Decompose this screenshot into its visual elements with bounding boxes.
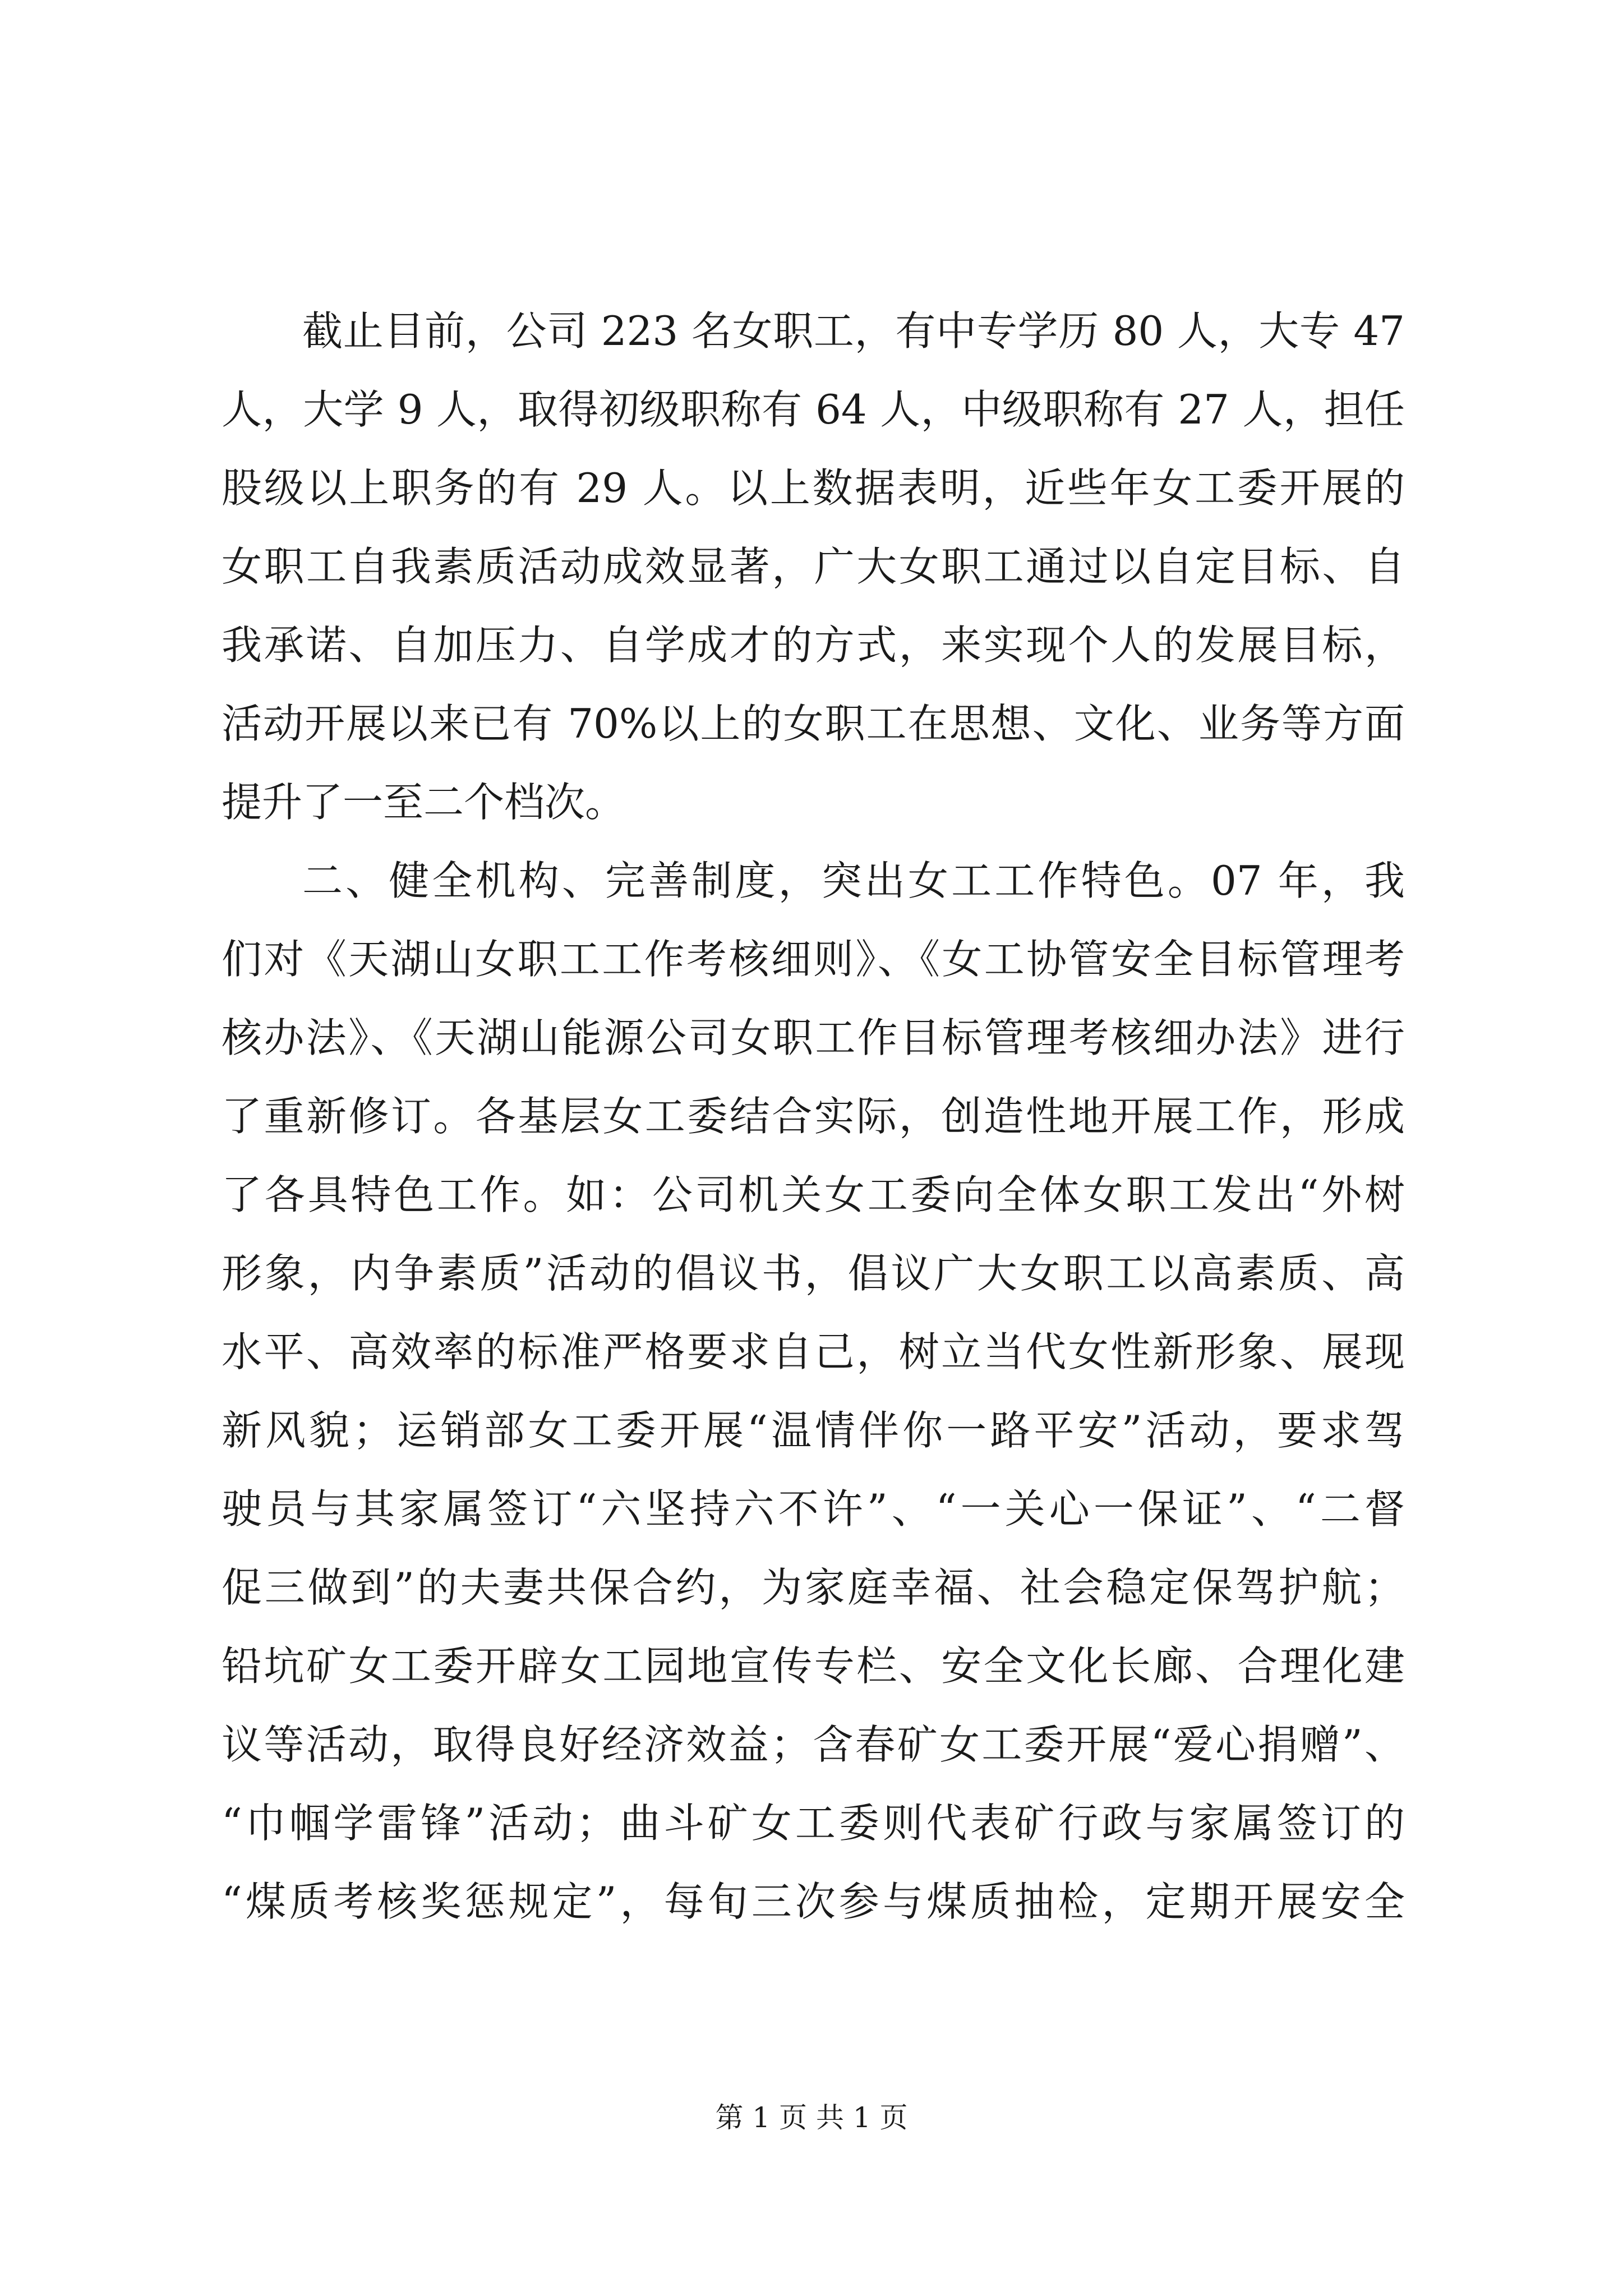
paragraph-line: 了重新修订。各基层女工委结合实际，创造性地开展工作，形成	[222, 1093, 1405, 1140]
paragraph-line: 形象，内争素质”活动的倡议书，倡议广大女职工以高素质、高	[222, 1250, 1405, 1297]
paragraph-line: 新风貌；运销部女工委开展“温情伴你一路平安”活动，要求驾	[222, 1407, 1405, 1454]
paragraph-line: 促三做到”的夫妻共保合约，为家庭幸福、社会稳定保驾护航；	[222, 1564, 1405, 1611]
paragraph-2	[222, 841, 1405, 1941]
paragraph-line: 股级以上职务的有 29 人。以上数据表明，近些年女工委开展的	[222, 464, 1405, 512]
paragraph-line: “巾帼学雷锋”活动；曲斗矿女工委则代表矿行政与家属签订的	[222, 1800, 1405, 1847]
paragraph-line: 我承诺、自加压力、自学成才的方式，来实现个人的发展目标，	[222, 622, 1405, 669]
paragraph-line: 议等活动，取得良好经济效益；含春矿女工委开展“爱心捐赠”、	[222, 1721, 1405, 1768]
paragraph-line: 了各具特色工作。如：公司机关女工委向全体女职工发出“外树	[222, 1171, 1405, 1218]
paragraph-line: 们对《天湖山女职工工作考核细则》、《女工协管安全目标管理考	[222, 936, 1405, 983]
paragraph-1	[222, 292, 1405, 841]
paragraph-line: 人，大学 9 人，取得初级职称有 64 人，中级职称有 27 人，担任	[222, 386, 1405, 433]
paragraph-line: 活动开展以来已有 70%以上的女职工在思想、文化、业务等方面	[222, 700, 1405, 747]
paragraph-line: 铅坑矿女工委开辟女工园地宣传专栏、安全文化长廊、合理化建	[222, 1642, 1405, 1690]
paragraph-line: 核办法》、《天湖山能源公司女职工作目标管理考核细办法》进行	[222, 1014, 1405, 1061]
paragraph-line: 水平、高效率的标准严格要求自己，树立当代女性新形象、展现	[222, 1328, 1405, 1375]
page-footer	[0, 2095, 1623, 2140]
paragraph-line: 截止目前，公司 223 名女职工，有中专学历 80 人，大专 47	[302, 307, 1405, 355]
paragraph-line: 提升了一至二个档次。	[222, 779, 626, 826]
paragraph-line: “煤质考核奖惩规定”，每旬三次参与煤质抽检，定期开展安全	[222, 1878, 1405, 1925]
page-number-label: 第 1 页 共 1 页	[715, 2101, 908, 2134]
paragraph-line: 女职工自我素质活动成效显著，广大女职工通过以自定目标、自	[222, 543, 1405, 590]
paragraph-line: 驶员与其家属签订“六坚持六不许”、“一关心一保证”、“二督	[222, 1485, 1405, 1533]
paragraph-line: 二、健全机构、完善制度，突出女工工作特色。07 年，我	[302, 857, 1405, 904]
document-body	[222, 292, 1405, 1941]
